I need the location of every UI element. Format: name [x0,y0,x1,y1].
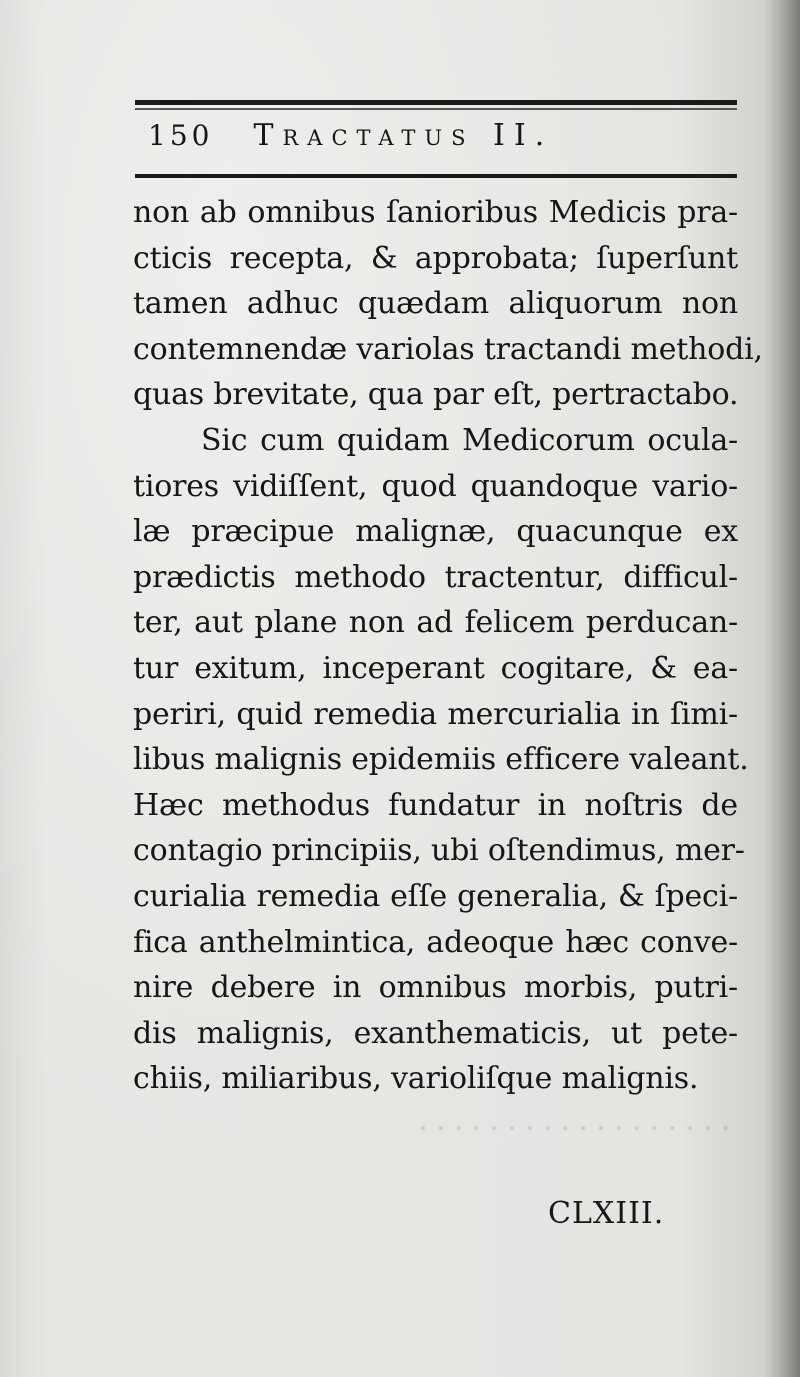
text-line: non ab omnibus ſanioribus Medicis pra- [133,195,738,230]
body-text [133,190,763,1102]
text-line: quas brevitate, qua par eſt, pertractabo. [133,377,739,413]
text-line: tur exitum, inceperant cogitare, & ea- [133,650,738,686]
show-through-text [150,1108,730,1150]
running-head: Tractatus II. [253,118,554,153]
text-line: prædictis methodo tractentur, difficul- [133,559,738,595]
text-line: læ præcipue malignæ, quacunque ex [133,514,738,550]
text-line: nire debere in omnibus morbis, putri- [133,970,738,1006]
show-through-line: · · · · · · · · · · · · · · · · · · [418,1112,730,1145]
header-rule-bottom [135,174,737,178]
header-rule-thin [135,108,737,110]
text-line: cticis recepta, & approbata; ſuperſunt [133,240,738,276]
text-line: libus malignis epidemiis efficere valeant. [133,742,749,778]
text-line: tamen adhuc quædam aliquorum non [133,286,738,322]
text-line: chiis, miliaribus, varioliſque malignis. [133,1061,699,1097]
text-line: dis malignis, exanthematicis, ut pete- [133,1015,738,1051]
page-edge-shadow [764,0,800,1377]
text-line: Hæc methodus fundatur in noſtris de [133,787,738,823]
text-line: curialia remedia eſſe generalia, & ſpeci- [133,878,738,914]
text-line: Sic cum quidam Medicorum ocula- [201,422,738,458]
text-line: tiores vidiſſent, quod quandoque vario- [133,468,738,504]
text-line: fica anthelmintica, adeoque hæc conve- [133,924,738,960]
catchword: CLXIII. [548,1196,665,1231]
text-line: periri, quid remedia mercurialia in ſimi- [133,696,738,732]
page-header [148,118,628,168]
header-rule-top [135,100,737,105]
text-line: ter, aut plane non ad felicem perducan- [133,605,738,641]
page-number: 150 [148,119,214,152]
text-line: contemnendæ variolas tractandi methodi, [133,331,763,367]
text-line: contagio principiis, ubi oſtendimus, mer- [133,833,745,869]
